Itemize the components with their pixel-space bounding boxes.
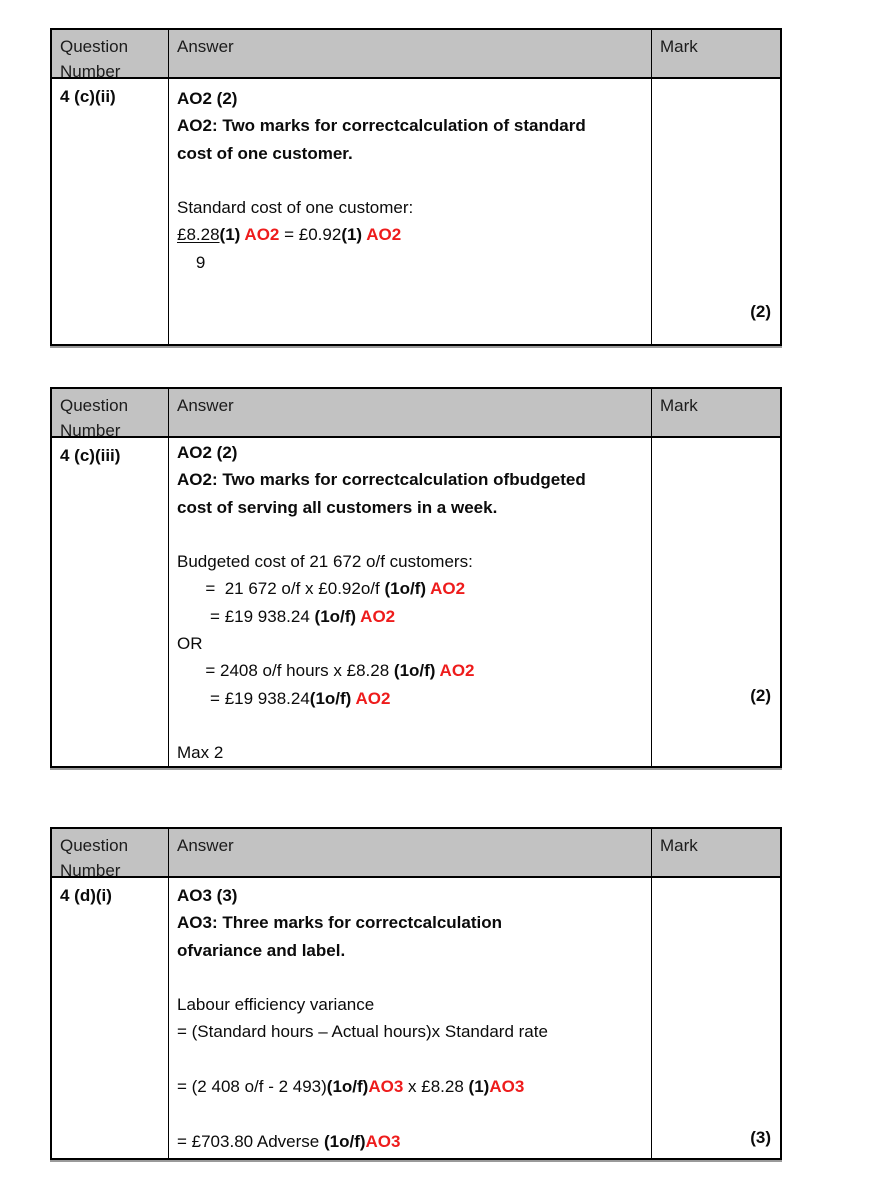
mark-point: (1) <box>468 1077 490 1097</box>
mark-cell <box>652 79 780 344</box>
answer-line <box>177 194 647 221</box>
text-segment: = £19 938.24 <box>177 688 310 708</box>
text-segment: Labour efficiency variance <box>177 995 375 1015</box>
answer-line <box>177 630 647 657</box>
text-segment: Standard cost of one customer: <box>177 198 414 218</box>
column-header-answer: Answer <box>169 389 652 436</box>
answer-line-blank <box>177 1046 647 1073</box>
column-header-mark: Mark <box>660 396 698 415</box>
answer-line-blank <box>177 1100 647 1127</box>
text-segment: = 21 672 o/f x £0.92o/f <box>177 579 385 599</box>
answer-line-blank <box>177 712 647 739</box>
answer-line <box>177 991 647 1018</box>
mark-scheme-table-4cii <box>50 28 782 346</box>
answer-line <box>177 1018 647 1045</box>
ao-tag: AO3 <box>365 1131 401 1151</box>
text-segment: AO2: Two marks for correctcalculation of standard <box>177 116 586 136</box>
ao-tag: AO3 <box>368 1077 404 1097</box>
answer-line <box>177 1073 647 1100</box>
question-number: 4 (d)(i) <box>60 886 112 905</box>
answer-line <box>177 112 647 139</box>
ao-tag: AO2 <box>430 579 466 599</box>
table-header-row <box>52 389 780 438</box>
mark-point: (1o/f) <box>326 1077 369 1097</box>
answer-line <box>177 909 647 936</box>
answer-line <box>177 494 647 521</box>
mark-point: (1o/f) <box>393 661 440 681</box>
answer-cell <box>169 438 652 766</box>
mark-point: (1o/f) <box>323 1131 366 1151</box>
text-segment: = £0.92 <box>279 225 342 245</box>
mark-point: (1o/f) <box>314 606 361 626</box>
column-header-answer: Answer <box>169 829 652 876</box>
mark-point: (1) <box>341 225 367 245</box>
answer-line <box>177 685 647 712</box>
question-number-cell <box>52 438 169 766</box>
answer-line <box>177 937 647 964</box>
mark-point: (1o/f) <box>384 579 431 599</box>
mark-scheme-table-4ciii <box>50 387 782 768</box>
mark-value: (2) <box>750 302 771 321</box>
fraction-denominator: 9 <box>177 252 206 272</box>
question-number: 4 (c)(ii) <box>60 87 116 106</box>
table-body-row <box>52 79 780 344</box>
text-segment: cost of serving all customers in a week. <box>177 497 498 517</box>
answer-line <box>177 466 647 493</box>
column-header-question-number: Question Number <box>52 829 169 876</box>
text-segment: x £8.28 <box>403 1077 469 1097</box>
mark-point: (1o/f) <box>309 688 356 708</box>
text-segment: = £703.80 Adverse <box>177 1131 324 1151</box>
table-body-row <box>52 878 780 1158</box>
ao-tag: AO2 <box>439 661 475 681</box>
mark-cell <box>652 878 780 1158</box>
answer-line <box>177 140 647 167</box>
table-header-row <box>52 829 780 878</box>
mark-point: (1) <box>219 225 245 245</box>
answer-line <box>177 575 647 602</box>
mark-scheme-table-4di <box>50 827 782 1160</box>
answer-line <box>177 603 647 630</box>
column-header-mark: Mark <box>660 37 698 56</box>
answer-cell <box>169 878 652 1158</box>
mark-value: (3) <box>750 1128 771 1147</box>
answer-line <box>177 439 647 466</box>
text-segment: = (Standard hours – Actual hours)x Standard rate <box>177 1022 548 1042</box>
text-segment: = (2 408 o/f - 2 493) <box>177 1077 327 1097</box>
question-number-cell <box>52 878 169 1158</box>
table-header-row <box>52 30 780 79</box>
answer-line <box>177 85 647 112</box>
ao-tag: AO2 <box>360 606 396 626</box>
text-segment: AO2 (2) <box>177 89 238 108</box>
answer-line <box>177 249 647 276</box>
text-segment: AO3: Three marks for correctcalculation <box>177 913 503 933</box>
text-segment: Budgeted cost of 21 672 o/f customers: <box>177 552 473 572</box>
column-header-question-number: Question Number <box>52 389 169 436</box>
column-header-answer: Answer <box>169 30 652 77</box>
answer-line <box>177 882 647 909</box>
text-segment: = 2408 o/f hours x £8.28 <box>177 661 394 681</box>
answer-line-blank <box>177 964 647 991</box>
ao-tag: AO2 <box>355 688 391 708</box>
answer-line <box>177 221 647 248</box>
answer-line <box>177 548 647 575</box>
text-segment: Max 2 <box>177 743 224 763</box>
answer-line-blank <box>177 167 647 194</box>
text-segment: AO2: Two marks for correctcalculation ofbudgeted <box>177 470 586 490</box>
column-header-question-number: Question Number <box>52 30 169 77</box>
mark-cell <box>652 438 780 766</box>
mark-value: (2) <box>750 686 771 705</box>
ao-tag: AO2 <box>366 225 402 245</box>
column-header-mark: Mark <box>660 836 698 855</box>
answer-line <box>177 1128 647 1155</box>
question-number-cell <box>52 79 169 344</box>
text-segment: ofvariance and label. <box>177 940 346 960</box>
text-segment: cost of one customer. <box>177 143 353 163</box>
answer-line-blank <box>177 521 647 548</box>
text-segment: AO2 (2) <box>177 443 238 462</box>
ao-tag: AO2 <box>244 225 280 245</box>
text-segment: = £19 938.24 <box>177 606 315 626</box>
text-segment: OR <box>177 634 203 654</box>
ao-tag: AO3 <box>489 1077 525 1097</box>
answer-cell <box>169 79 652 344</box>
answer-line <box>177 657 647 684</box>
answer-line <box>177 739 647 766</box>
underlined-numerator: £8.28 <box>177 225 220 245</box>
question-number: 4 (c)(iii) <box>60 446 121 465</box>
text-segment: AO3 (3) <box>177 886 238 905</box>
table-body-row <box>52 438 780 766</box>
